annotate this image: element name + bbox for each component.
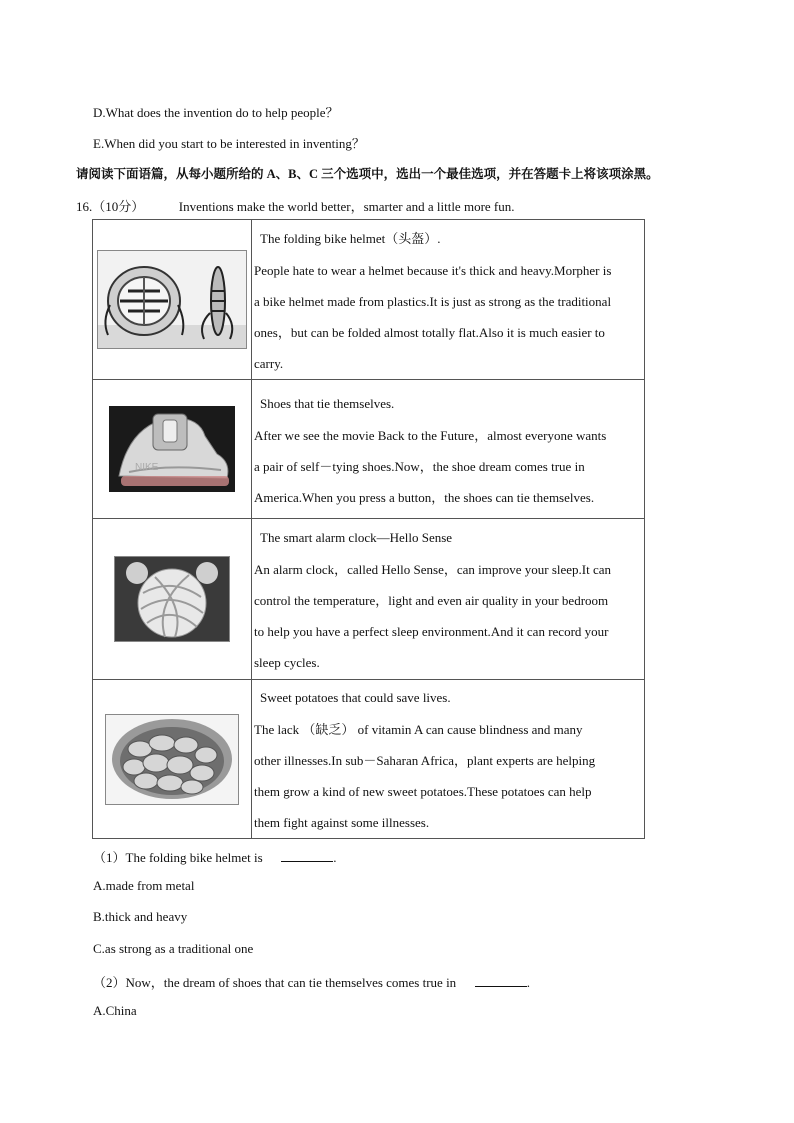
instructions: 请阅读下面语篇，从每小题所给的 A、B、C 三个选项中，选出一个最佳选项，并在答题卡上将该项涂黑。 xyxy=(76,167,659,181)
stem-end: . xyxy=(526,975,530,990)
intro-question-e: E.When did you start to be interested in inventing？ xyxy=(93,136,365,151)
self-tying-shoe-photo xyxy=(109,406,235,492)
invention-row xyxy=(93,519,645,680)
text-line: other illnesses.In sub－Saharan Africa，plant experts are helping xyxy=(254,753,596,768)
text-cell xyxy=(252,380,645,519)
option-c[interactable]: C.as strong as a traditional one xyxy=(93,941,254,956)
text-line: People hate to wear a helmet because it's thick and heavy.Morpher is xyxy=(254,262,612,278)
text-line: a bike helmet made from plastics.It is just as strong as the traditional xyxy=(254,293,612,309)
answer-blank[interactable] xyxy=(281,849,333,862)
text-line: carry. xyxy=(254,355,284,371)
sub-question-2 xyxy=(93,972,530,991)
text-line: ones，but can be folded almost totally flat.Also it is much easier to xyxy=(254,324,605,340)
text-cell xyxy=(252,220,645,380)
sub-question-1 xyxy=(93,847,336,866)
svg-text:NIKE: NIKE xyxy=(135,462,159,473)
text-line: them fight against some illnesses. xyxy=(254,815,430,830)
alarm-clock-photo xyxy=(114,556,230,642)
image-cell xyxy=(93,680,252,839)
stem-end: . xyxy=(333,850,337,865)
question-number: 16.（10分） xyxy=(76,199,145,214)
question-header xyxy=(76,196,515,215)
text-line: An alarm clock，called Hello Sense，can improve your sleep.It can xyxy=(254,562,612,577)
text-line: sleep cycles. xyxy=(254,655,320,670)
option-b[interactable]: B.thick and heavy xyxy=(93,909,188,924)
inventions-table xyxy=(92,219,645,839)
text-cell xyxy=(252,680,645,839)
answer-blank[interactable] xyxy=(475,974,527,987)
intro-question-d: D.What does the invention do to help people？ xyxy=(93,105,339,120)
question-lead: Inventions make the world better，smarter and a little more fun. xyxy=(178,199,515,214)
invention-row xyxy=(93,220,645,380)
invention-title: The folding bike helmet（头盔）. xyxy=(260,230,441,246)
image-cell xyxy=(93,220,252,380)
sweet-potatoes-photo xyxy=(105,714,239,805)
text-line: them grow a kind of new sweet potatoes.These potatoes can help xyxy=(254,784,592,799)
text-line: a pair of self－tying shoes.Now，the shoe dream comes true in xyxy=(254,458,585,474)
text-line: to help you have a perfect sleep environment.And it can record your xyxy=(254,624,609,639)
invention-row xyxy=(93,380,645,519)
image-cell xyxy=(93,380,252,519)
text-line: America.When you press a button，the shoes can tie themselves. xyxy=(254,489,595,505)
text-cell xyxy=(252,519,645,680)
text-line: The lack （缺乏） of vitamin A can cause blindness and many xyxy=(254,722,583,737)
invention-title: Shoes that tie themselves. xyxy=(260,395,395,411)
option-a[interactable]: A.China xyxy=(93,1003,137,1018)
text-line: control the temperature，light and even air quality in your bedroom xyxy=(254,593,609,608)
image-cell xyxy=(93,519,252,680)
question-stem: （1）The folding bike helmet is xyxy=(93,850,263,865)
question-stem: （2）Now，the dream of shoes that can tie themselves comes true in xyxy=(93,975,457,990)
text-line: After we see the movie Back to the Future，almost everyone wants xyxy=(254,427,607,443)
invention-title: Sweet potatoes that could save lives. xyxy=(260,690,451,705)
invention-title: The smart alarm clock—Hello Sense xyxy=(260,530,453,545)
option-a[interactable]: A.made from metal xyxy=(93,878,195,893)
invention-row xyxy=(93,680,645,839)
folding-helmet-photo xyxy=(97,250,247,349)
